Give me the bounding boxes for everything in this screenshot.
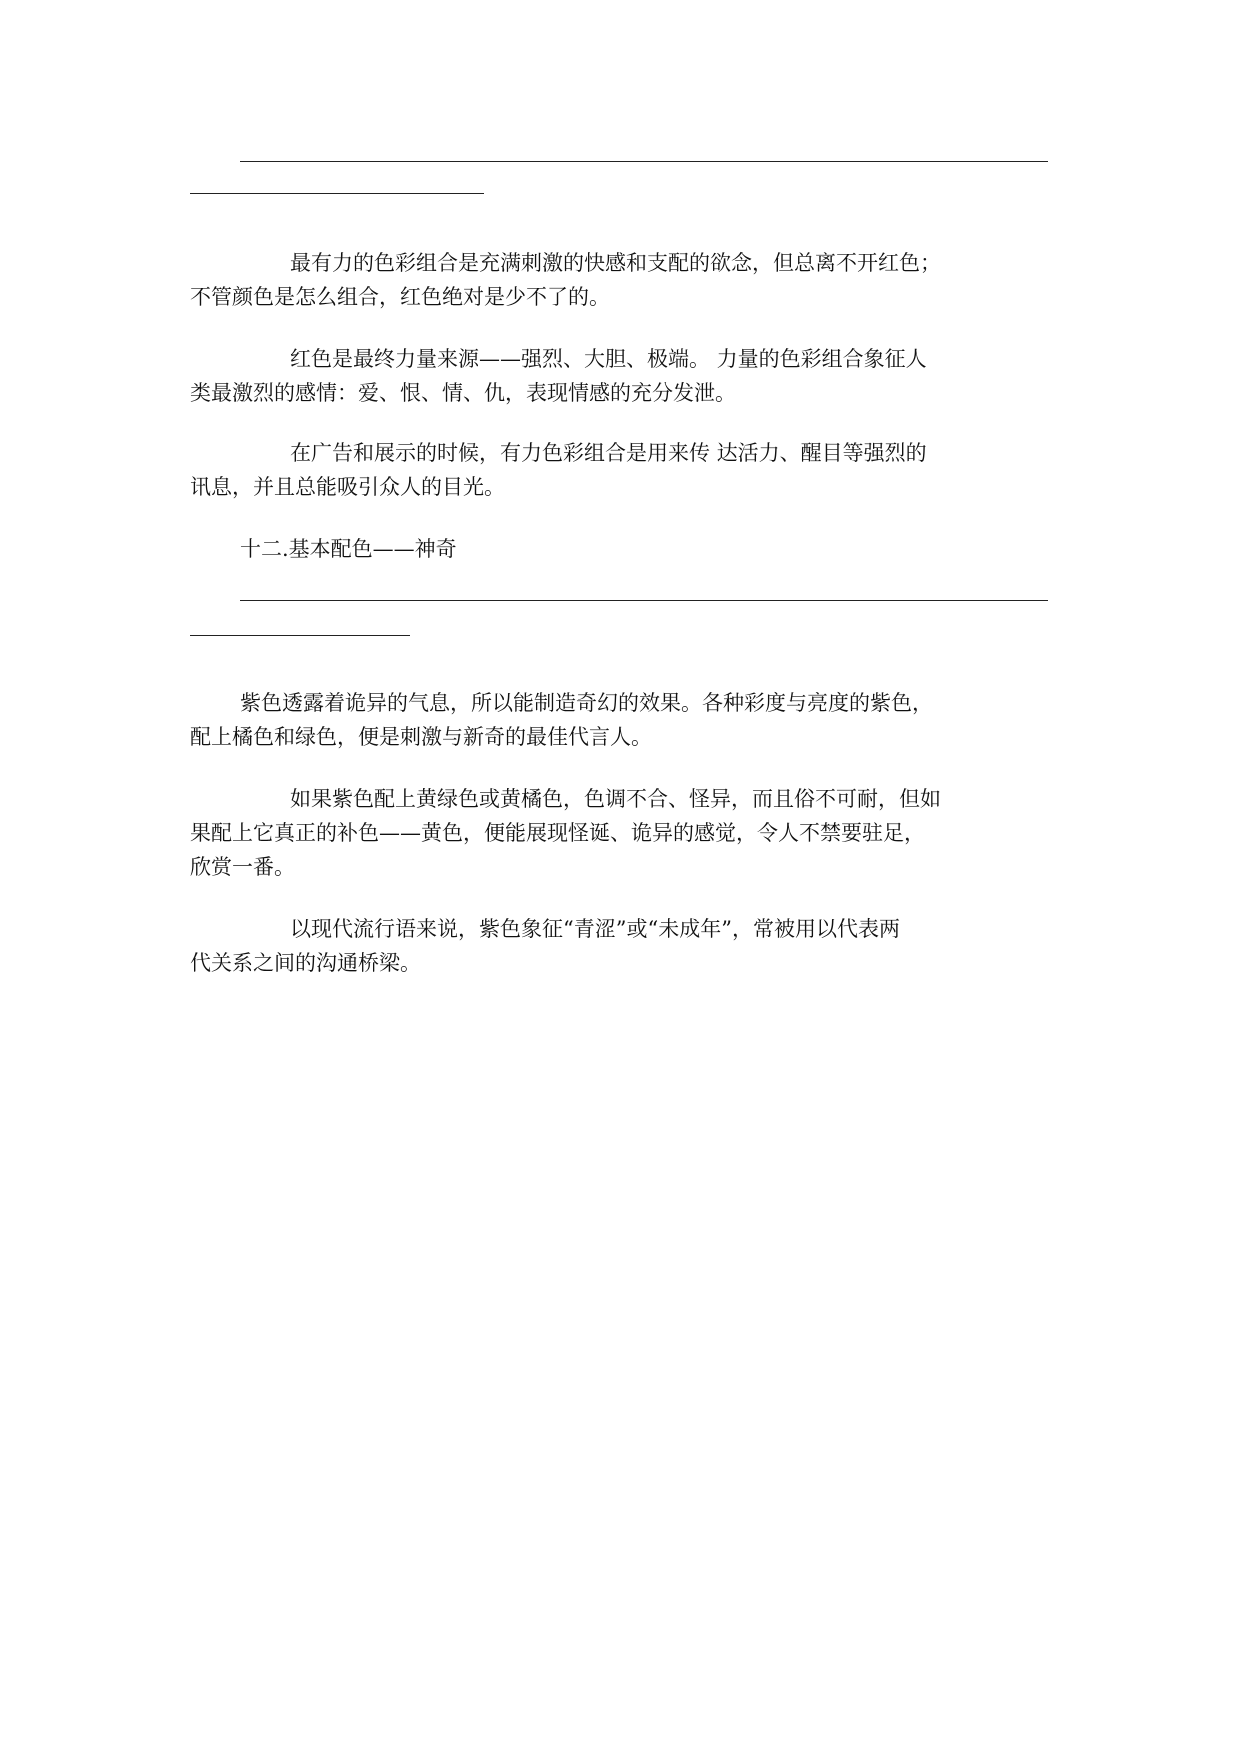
paragraph-7-line-1: 以现代流行语来说，紫色象征“青涩”或“未成年”，常被用以代表两 [290,917,900,941]
paragraph-6-line-1: 如果紫色配上黄绿色或黄橘色，色调不合、怪异，而且俗不可耐，但如 [290,787,941,811]
paragraph-2-line-2: 类最激烈的感情：爱、恨、情、仇，表现情感的充分发泄。 [190,381,736,405]
separator-rule-bottom-2 [190,635,410,636]
separator-rule-top-1 [240,161,1048,162]
paragraph-2-line-1: 红色是最终力量来源——强烈、大胆、极端。 力量的色彩组合象征人 [290,347,927,371]
separator-rule-top-2 [190,193,484,194]
paragraph-6-line-3: 欣赏一番。 [190,855,295,879]
separator-rule-bottom-1 [240,600,1048,601]
paragraph-1-line-1: 最有力的色彩组合是充满刺激的快感和支配的欲念，但总离不开红色； [290,251,941,275]
paragraph-6-line-2: 果配上它真正的补色——黄色，便能展现怪诞、诡异的感觉，令人不禁要驻足， [190,821,925,845]
paragraph-1-line-2: 不管颜色是怎么组合，红色绝对是少不了的。 [190,285,610,309]
paragraph-5-line-2: 配上橘色和绿色，便是刺激与新奇的最佳代言人。 [190,725,652,749]
paragraph-7-line-2: 代关系之间的沟通桥梁。 [190,951,421,975]
section-heading: 十二.基本配色——神奇 [240,537,457,561]
paragraph-3-line-1: 在广告和展示的时候，有力色彩组合是用来传 达活力、醒目等强烈的 [290,441,927,465]
paragraph-5-line-1: 紫色透露着诡异的气息，所以能制造奇幻的效果。各种彩度与亮度的紫色， [240,691,933,715]
paragraph-3-line-2: 讯息，并且总能吸引众人的目光。 [190,475,505,499]
